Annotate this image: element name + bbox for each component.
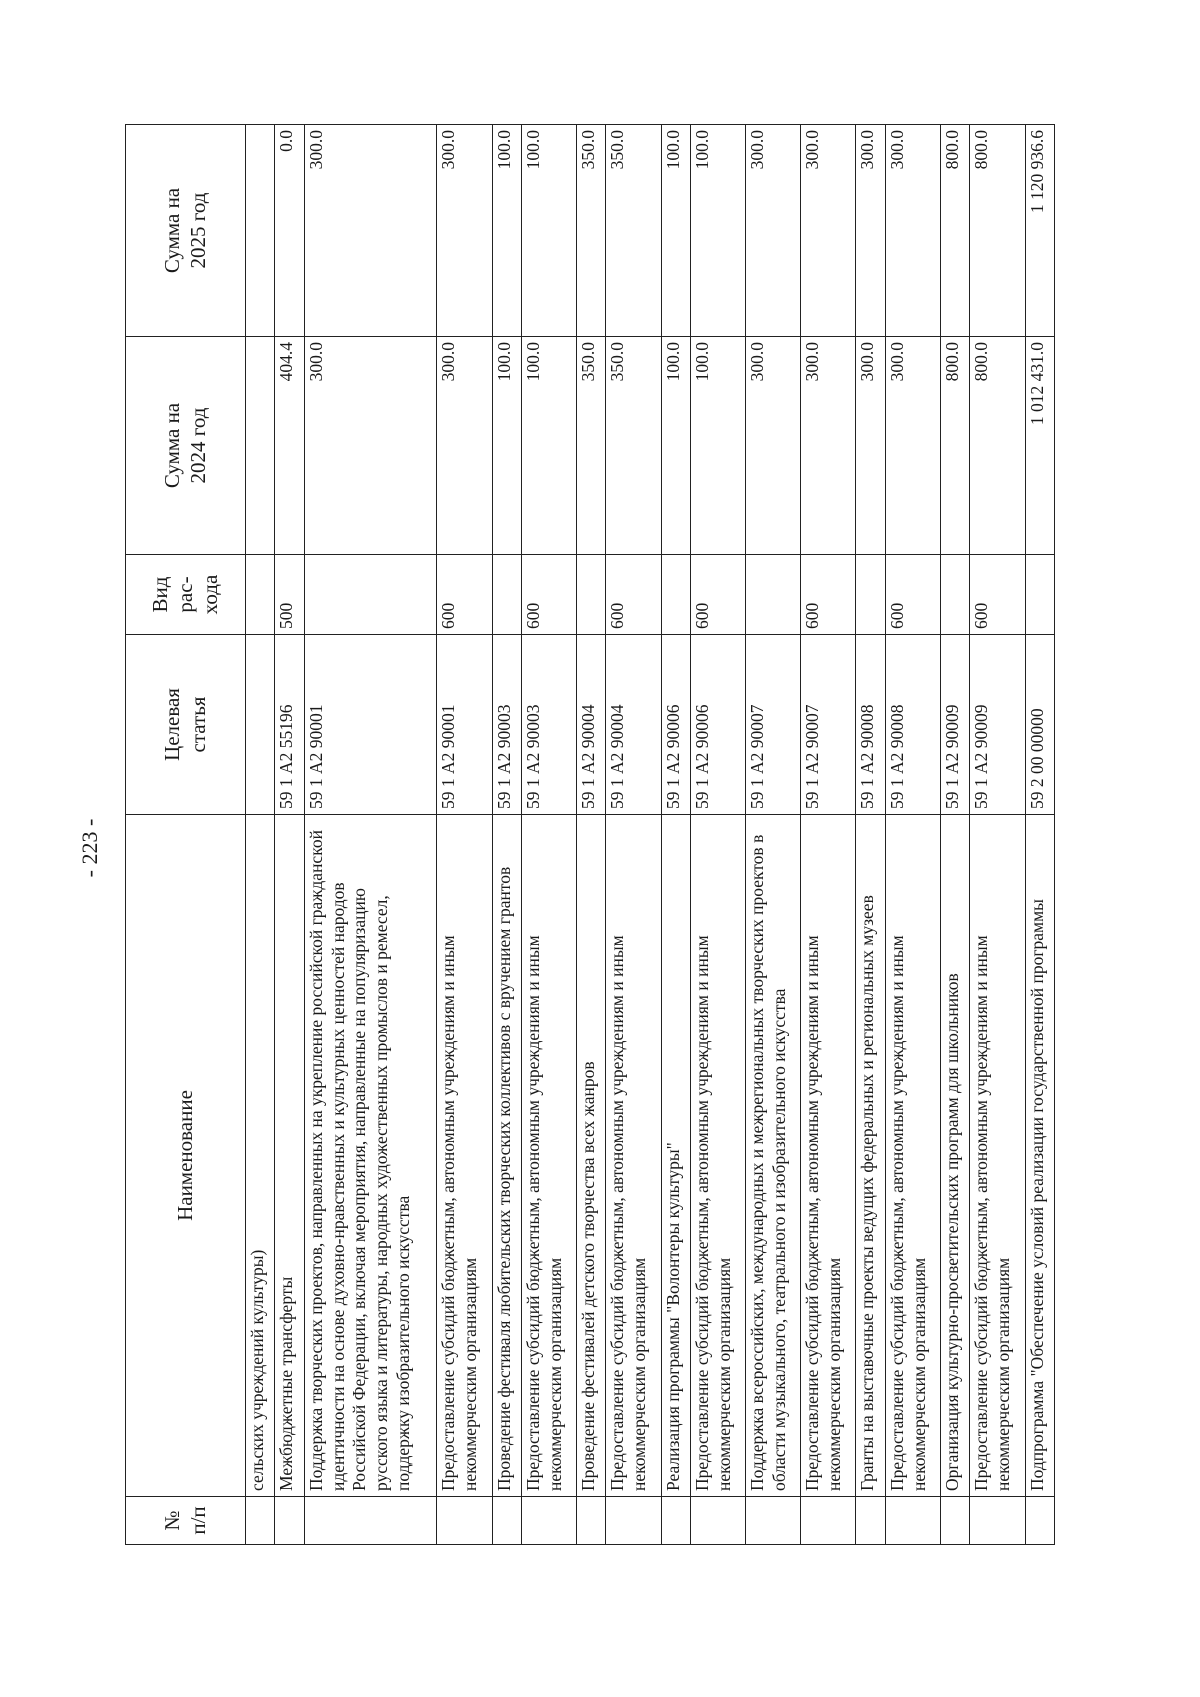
cell-name: Межбюджетные трансферты bbox=[275, 815, 304, 1497]
cell-target: 59 1 А2 90009 bbox=[941, 635, 970, 815]
cell-expense: 600 bbox=[885, 555, 940, 635]
cell-target: 59 1 А2 90008 bbox=[885, 635, 940, 815]
cell-sum-2024: 300.0 bbox=[437, 337, 492, 555]
cell-sum-2024: 300.0 bbox=[304, 337, 437, 555]
cell-sum-2025: 100.0 bbox=[661, 125, 690, 337]
table-row bbox=[746, 125, 801, 1545]
cell-expense bbox=[492, 555, 521, 635]
cell-num bbox=[577, 1497, 606, 1545]
cell-sum-2025 bbox=[246, 125, 275, 337]
cell-expense: 600 bbox=[437, 555, 492, 635]
cell-expense: 600 bbox=[690, 555, 745, 635]
cell-sum-2024: 100.0 bbox=[521, 337, 576, 555]
table-row bbox=[304, 125, 437, 1545]
cell-sum-2025: 1 120 936.6 bbox=[1025, 125, 1054, 337]
cell-expense bbox=[856, 555, 885, 635]
cell-sum-2025: 800.0 bbox=[970, 125, 1025, 337]
cell-num bbox=[690, 1497, 745, 1545]
header-target: Целевая статья bbox=[126, 635, 246, 815]
cell-sum-2024: 800.0 bbox=[941, 337, 970, 555]
table-row bbox=[606, 125, 661, 1545]
cell-sum-2024 bbox=[246, 337, 275, 555]
header-name: Наименование bbox=[126, 815, 246, 1497]
cell-num bbox=[746, 1497, 801, 1545]
cell-expense: 600 bbox=[970, 555, 1025, 635]
cell-sum-2024: 100.0 bbox=[492, 337, 521, 555]
cell-num bbox=[492, 1497, 521, 1545]
cell-expense: 600 bbox=[801, 555, 856, 635]
cell-target: 59 1 А2 55196 bbox=[275, 635, 304, 815]
header-sum-2025: Сумма на 2025 год bbox=[126, 125, 246, 337]
header-row bbox=[126, 125, 246, 1545]
table-row bbox=[275, 125, 304, 1545]
cell-sum-2025: 300.0 bbox=[801, 125, 856, 337]
cell-name: Поддержка творческих проектов, направленных на укрепление российской гражданской идентичности на основе духовно-нравственных и культурных ценностей народов Российской Федерации, включая мероприятия, направленные на популяризацию русского языка и литературы, народных художественных промыслов и ремесел, поддержку изобразительного искусства bbox=[304, 815, 437, 1497]
cell-name: Гранты на выставочные проекты ведущих федеральных и региональных музеев bbox=[856, 815, 885, 1497]
cell-sum-2024: 350.0 bbox=[606, 337, 661, 555]
cell-expense bbox=[661, 555, 690, 635]
cell-num bbox=[885, 1497, 940, 1545]
cell-sum-2024: 300.0 bbox=[885, 337, 940, 555]
header-sum-2024: Сумма на 2024 год bbox=[126, 337, 246, 555]
cell-target: 59 1 А2 90006 bbox=[661, 635, 690, 815]
cell-sum-2025: 300.0 bbox=[746, 125, 801, 337]
cell-num bbox=[275, 1497, 304, 1545]
cell-target: 59 1 А2 90008 bbox=[856, 635, 885, 815]
cell-num bbox=[606, 1497, 661, 1545]
cell-name: Предоставление субсидий бюджетным, автономным учреждениям и иным некоммерческим организациям bbox=[437, 815, 492, 1497]
cell-num bbox=[941, 1497, 970, 1545]
cell-name: Организация культурно-просветительских программ для школьников bbox=[941, 815, 970, 1497]
table-body bbox=[246, 125, 1055, 1545]
cell-target: 59 1 А2 90003 bbox=[492, 635, 521, 815]
table-row bbox=[577, 125, 606, 1545]
cell-target bbox=[246, 635, 275, 815]
cell-expense: 500 bbox=[275, 555, 304, 635]
cell-sum-2024: 100.0 bbox=[661, 337, 690, 555]
cell-expense: 600 bbox=[521, 555, 576, 635]
cell-sum-2025: 300.0 bbox=[437, 125, 492, 337]
cell-sum-2025: 0.0 bbox=[275, 125, 304, 337]
cell-sum-2024: 100.0 bbox=[690, 337, 745, 555]
cell-sum-2025: 350.0 bbox=[606, 125, 661, 337]
cell-name: Проведение фестивалей детского творчества всех жанров bbox=[577, 815, 606, 1497]
cell-target: 59 1 А2 90009 bbox=[970, 635, 1025, 815]
cell-sum-2024: 300.0 bbox=[801, 337, 856, 555]
cell-name: Предоставление субсидий бюджетным, автономным учреждениям и иным некоммерческим организациям bbox=[690, 815, 745, 1497]
cell-expense bbox=[941, 555, 970, 635]
cell-sum-2024: 800.0 bbox=[970, 337, 1025, 555]
cell-num bbox=[246, 1497, 275, 1545]
cell-target: 59 1 А2 90004 bbox=[606, 635, 661, 815]
cell-num bbox=[521, 1497, 576, 1545]
cell-target: 59 1 А2 90001 bbox=[304, 635, 437, 815]
page-number: - 223 - bbox=[77, 818, 102, 878]
budget-table bbox=[125, 124, 1055, 1545]
cell-sum-2024: 300.0 bbox=[746, 337, 801, 555]
cell-sum-2024: 1 012 431.0 bbox=[1025, 337, 1054, 555]
cell-name: Предоставление субсидий бюджетным, автономным учреждениям и иным некоммерческим организациям bbox=[521, 815, 576, 1497]
cell-name: Реализация программы "Волонтеры культуры" bbox=[661, 815, 690, 1497]
table-row bbox=[661, 125, 690, 1545]
table-rotated-container bbox=[125, 125, 1055, 1545]
cell-name: Поддержка всероссийских, международных и межрегиональных творческих проектов в области музыкального, театрального и изобразительного искусства bbox=[746, 815, 801, 1497]
cell-num bbox=[437, 1497, 492, 1545]
table-row bbox=[521, 125, 576, 1545]
cell-name: Предоставление субсидий бюджетным, автономным учреждениям и иным некоммерческим организациям bbox=[801, 815, 856, 1497]
cell-expense bbox=[1025, 555, 1054, 635]
cell-target: 59 1 А2 90004 bbox=[577, 635, 606, 815]
cell-target: 59 1 А2 90007 bbox=[801, 635, 856, 815]
cell-target: 59 1 А2 90001 bbox=[437, 635, 492, 815]
cell-name: Подпрограмма "Обеспечение условий реализации государственной программы bbox=[1025, 815, 1054, 1497]
cell-name: Предоставление субсидий бюджетным, автономным учреждениям и иным некоммерческим организациям bbox=[606, 815, 661, 1497]
cell-expense bbox=[246, 555, 275, 635]
table-row bbox=[246, 125, 275, 1545]
cell-sum-2024: 300.0 bbox=[856, 337, 885, 555]
cell-num bbox=[304, 1497, 437, 1545]
table-row bbox=[437, 125, 492, 1545]
table-row bbox=[856, 125, 885, 1545]
cell-name: Проведение фестиваля любительских творческих коллективов с вручением грантов bbox=[492, 815, 521, 1497]
cell-target: 59 1 А2 90006 bbox=[690, 635, 745, 815]
cell-num bbox=[856, 1497, 885, 1545]
header-expense: Вид рас- хода bbox=[126, 555, 246, 635]
cell-sum-2024: 404.4 bbox=[275, 337, 304, 555]
cell-expense bbox=[577, 555, 606, 635]
table-row bbox=[941, 125, 970, 1545]
cell-target: 59 1 А2 90003 bbox=[521, 635, 576, 815]
table-header bbox=[126, 125, 246, 1545]
table-row bbox=[690, 125, 745, 1545]
cell-num bbox=[661, 1497, 690, 1545]
table-row bbox=[492, 125, 521, 1545]
cell-num bbox=[970, 1497, 1025, 1545]
cell-name: Предоставление субсидий бюджетным, автономным учреждениям и иным некоммерческим организациям bbox=[885, 815, 940, 1497]
cell-sum-2025: 100.0 bbox=[521, 125, 576, 337]
cell-sum-2024: 350.0 bbox=[577, 337, 606, 555]
cell-name: сельских учреждений культуры) bbox=[246, 815, 275, 1497]
header-num: № п/п bbox=[126, 1497, 246, 1545]
cell-target: 59 1 А2 90007 bbox=[746, 635, 801, 815]
table-row bbox=[801, 125, 856, 1545]
cell-num bbox=[801, 1497, 856, 1545]
cell-expense bbox=[304, 555, 437, 635]
cell-sum-2025: 300.0 bbox=[885, 125, 940, 337]
cell-sum-2025: 300.0 bbox=[304, 125, 437, 337]
cell-sum-2025: 300.0 bbox=[856, 125, 885, 337]
cell-sum-2025: 100.0 bbox=[492, 125, 521, 337]
cell-sum-2025: 800.0 bbox=[941, 125, 970, 337]
cell-expense: 600 bbox=[606, 555, 661, 635]
cell-num bbox=[1025, 1497, 1054, 1545]
table-row bbox=[885, 125, 940, 1545]
cell-sum-2025: 350.0 bbox=[577, 125, 606, 337]
table-row bbox=[1025, 125, 1054, 1545]
cell-name: Предоставление субсидий бюджетным, автономным учреждениям и иным некоммерческим организациям bbox=[970, 815, 1025, 1497]
table-row bbox=[970, 125, 1025, 1545]
cell-target: 59 2 00 00000 bbox=[1025, 635, 1054, 815]
cell-expense bbox=[746, 555, 801, 635]
cell-sum-2025: 100.0 bbox=[690, 125, 745, 337]
